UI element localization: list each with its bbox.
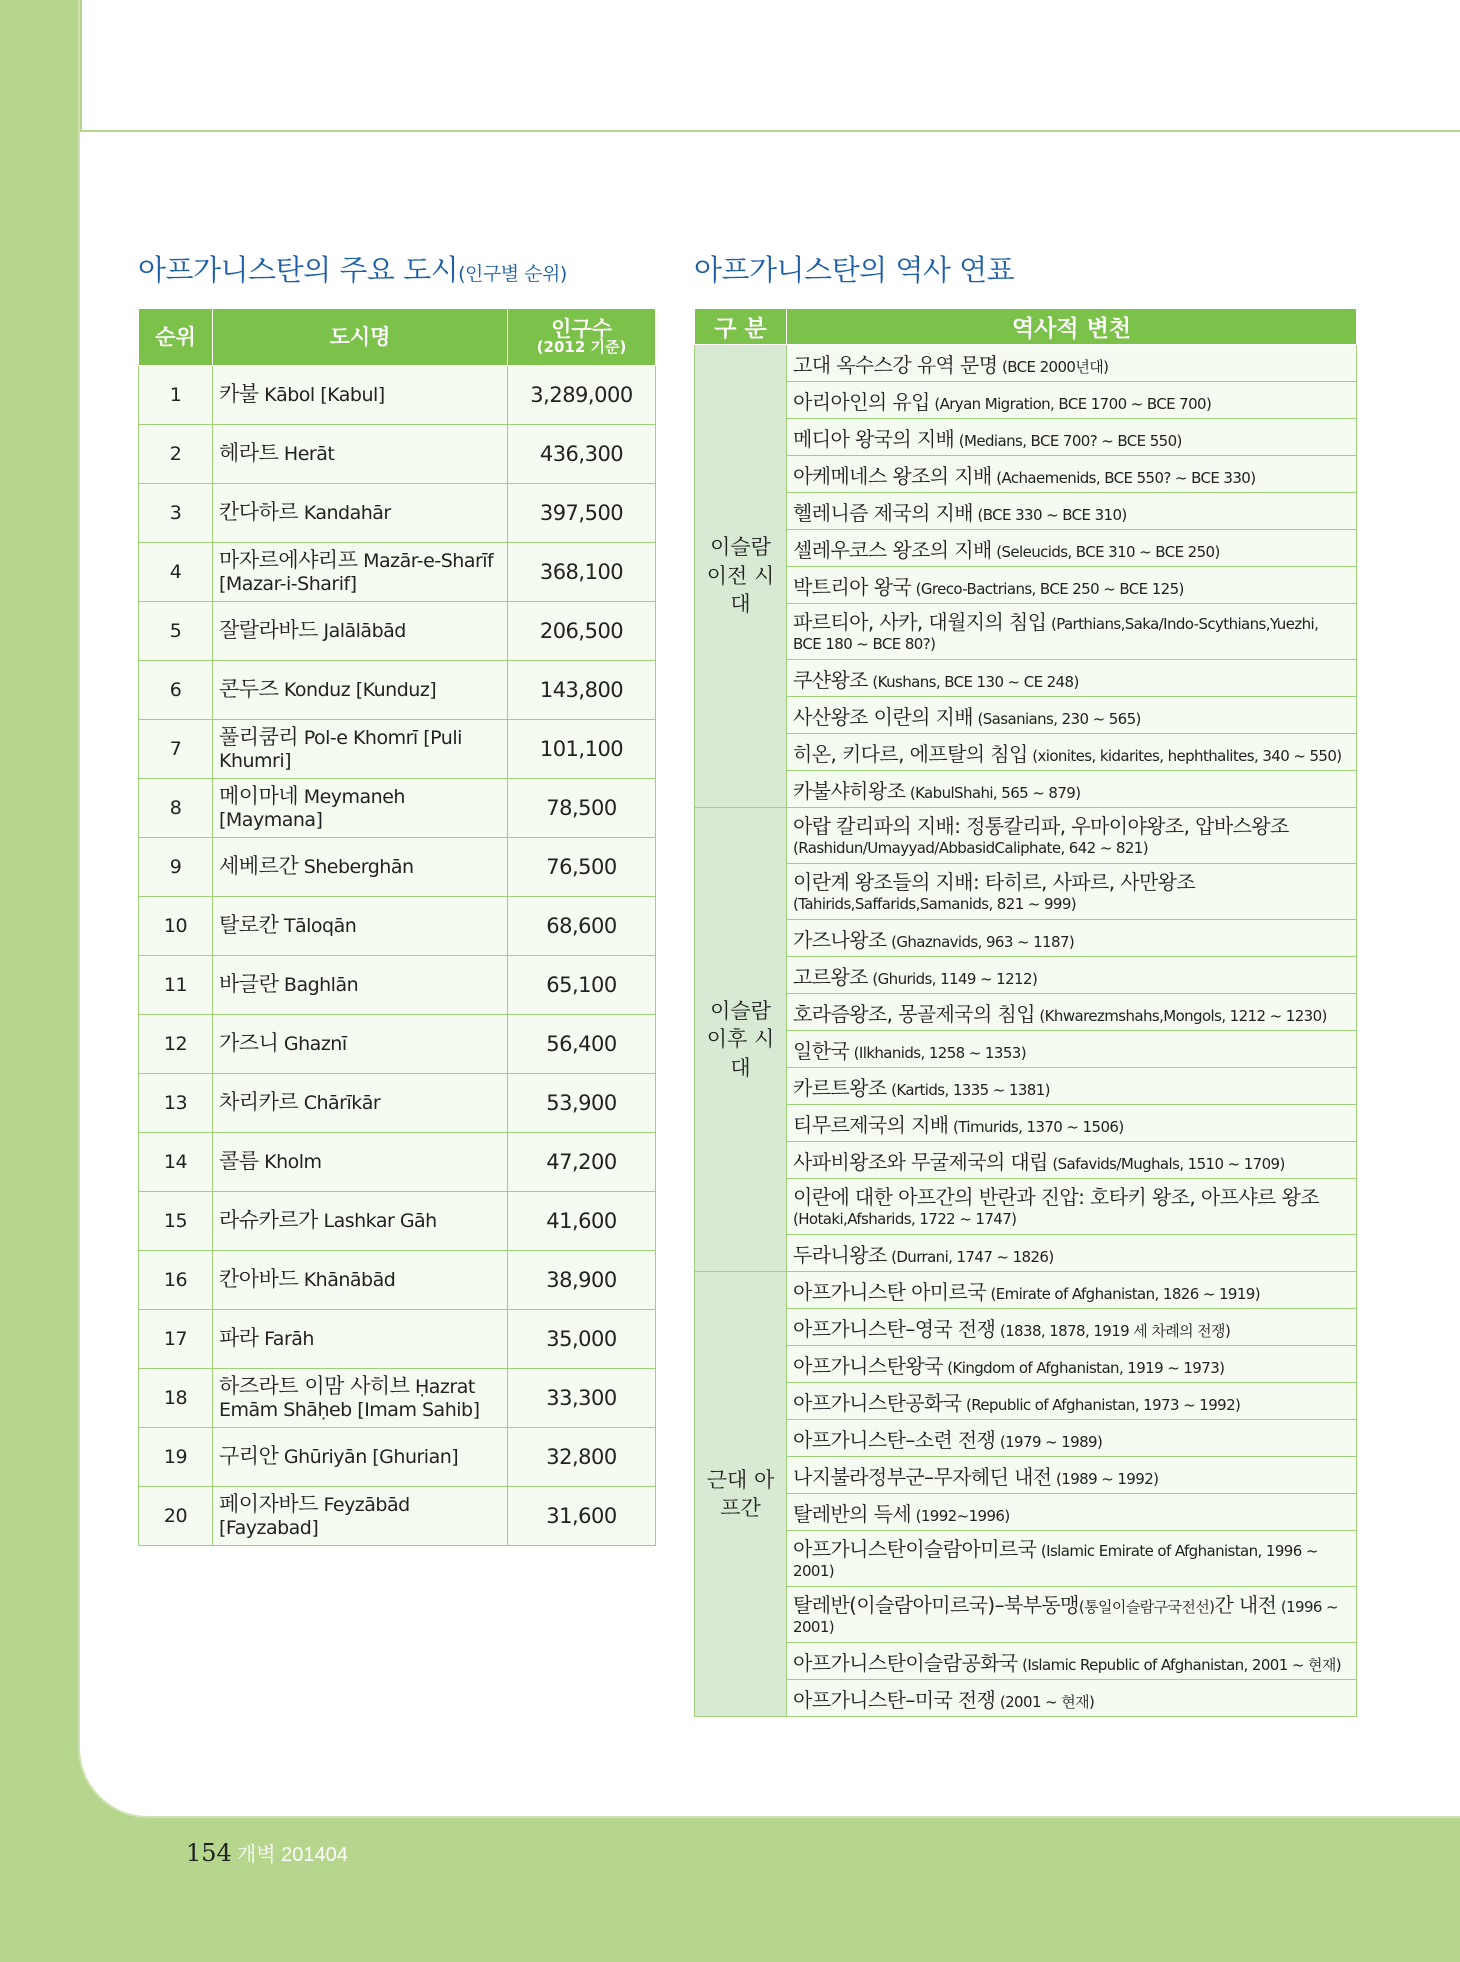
- table-row: [695, 1179, 1357, 1235]
- event-name-ko: 탈레반(이슬람아미르국)–북부동맹: [793, 1592, 1079, 1617]
- event-period-en: (Ghurids, 1149 ~ 1212): [872, 969, 1038, 988]
- event-period-en: (Greco-Bactrians, BCE 250 ~ BCE 125): [915, 579, 1184, 598]
- table-row: [139, 1251, 656, 1310]
- event-name-ko: 나지불라정부군–무자헤딘 내전: [793, 1464, 1052, 1489]
- city-population: 53,900: [508, 1074, 656, 1133]
- city-name-ko: 헤라트: [219, 441, 279, 466]
- city-name-ko: 메이마네: [219, 784, 299, 808]
- event-cell: [787, 345, 1357, 382]
- event-name-ko: 아프가니스탄–소련 전쟁: [793, 1427, 996, 1452]
- table-row: [139, 484, 656, 543]
- table-row: [139, 1428, 656, 1487]
- event-period-en: (Achaemenids, BCE 550? ~ BCE 330): [996, 468, 1256, 487]
- city-population: 32,800: [508, 1428, 656, 1487]
- event-cell: [787, 1105, 1357, 1142]
- cities-subtitle: (인구별 순위): [458, 263, 567, 285]
- city-rank: 20: [139, 1487, 213, 1546]
- history-header-row: [695, 309, 1357, 345]
- event-period-en: (Aryan Migration, BCE 1700 ~ BCE 700): [934, 394, 1212, 413]
- city-name: [213, 838, 508, 897]
- city-name-en: Khānābād: [303, 1269, 396, 1292]
- page-footer: [186, 1838, 348, 1867]
- city-population: 397,500: [508, 484, 656, 543]
- table-row: [695, 1346, 1357, 1383]
- event-period-en: (Safavids/Mughals, 1510 ~ 1709): [1052, 1154, 1285, 1173]
- table-row: [695, 808, 1357, 864]
- table-row: [695, 1531, 1357, 1587]
- city-name-en: Pol-e Khomrī [Puli Khumri]: [219, 727, 462, 773]
- event-period-en: (Seleucids, BCE 310 ~ BCE 250): [996, 542, 1220, 561]
- event-period-en: (2001 ~ 현재): [999, 1692, 1095, 1711]
- era-label: 근대 아프간: [695, 1272, 787, 1717]
- event-name-ko: 두라니왕조: [793, 1242, 887, 1267]
- city-rank: 14: [139, 1133, 213, 1192]
- city-name: [213, 661, 508, 720]
- city-name-ko: 마자르에샤리프: [219, 548, 358, 572]
- city-name-en: Jalālābād: [323, 620, 406, 643]
- table-row: [695, 1494, 1357, 1531]
- event-cell: [787, 1068, 1357, 1105]
- era-label: 이슬람 이후 시대: [695, 808, 787, 1272]
- event-period-en: (BCE 330 ~ BCE 310): [977, 505, 1127, 524]
- city-population: 143,800: [508, 661, 656, 720]
- event-name-ko: 박트리아 왕국: [793, 574, 912, 599]
- city-name-ko: 칸아바드: [219, 1267, 299, 1292]
- event-cell: [787, 604, 1357, 660]
- event-period-en: (1989 ~ 1992): [1056, 1469, 1159, 1488]
- event-period-en: (Islamic Republic of Afghanistan, 2001 ~ 현재): [1022, 1655, 1342, 1674]
- event-name-ko: 사파비왕조와 무굴제국의 대립: [793, 1149, 1048, 1174]
- table-row: [695, 1235, 1357, 1272]
- event-period-en: (Emirate of Afghanistan, 1826 ~ 1919): [990, 1284, 1260, 1303]
- cities-table: [138, 308, 656, 1546]
- city-name: [213, 1251, 508, 1310]
- cities-title: 아프가니스탄의 주요 도시: [138, 253, 459, 287]
- event-name-ko: 헬레니즘 제국의 지배: [793, 500, 973, 525]
- city-name-ko: 가즈니: [219, 1031, 279, 1056]
- city-rank: 19: [139, 1428, 213, 1487]
- event-cell: [787, 1142, 1357, 1179]
- table-row: [139, 1310, 656, 1369]
- event-cell: [787, 771, 1357, 808]
- city-name-en: Mazār-e-Sharīf [Mazar-i-Sharif]: [219, 550, 494, 596]
- table-row: [695, 994, 1357, 1031]
- table-row: [695, 1383, 1357, 1420]
- city-name-en: Tāloqān: [283, 915, 357, 938]
- event-name-ko: 티무르제국의 지배: [793, 1112, 949, 1137]
- city-name-ko: 구리안: [219, 1444, 279, 1469]
- city-name-en: Ghūriyān [Ghurian]: [283, 1446, 459, 1469]
- table-row: [139, 1133, 656, 1192]
- event-name-ko: 파르티아, 사카, 대월지의 침입: [793, 609, 1047, 634]
- city-population: 56,400: [508, 1015, 656, 1074]
- event-cell: [787, 1680, 1357, 1717]
- city-rank: 11: [139, 956, 213, 1015]
- event-name-note: (통일이슬람구국전선): [1078, 1597, 1215, 1616]
- cities-table-body: [139, 366, 656, 1546]
- event-cell: [787, 456, 1357, 493]
- city-name-en: Kholm: [264, 1151, 322, 1174]
- history-table: [694, 308, 1357, 1717]
- era-label: 이슬람 이전 시대: [695, 345, 787, 808]
- city-rank: 13: [139, 1074, 213, 1133]
- event-name-ko: 일한국: [793, 1038, 850, 1063]
- event-name-ko: 이란에 대한 아프간의 반란과 진압: 호타키 왕조, 아프샤르 왕조: [793, 1184, 1319, 1209]
- event-name-ko: 메디아 왕국의 지배: [793, 426, 955, 451]
- city-name-ko: 풀리쿰리: [219, 725, 299, 749]
- table-row: [695, 1457, 1357, 1494]
- city-name-ko: 차리카르: [219, 1090, 299, 1115]
- event-cell: [787, 734, 1357, 771]
- city-population: 436,300: [508, 425, 656, 484]
- table-row: [139, 1192, 656, 1251]
- header-events: 역사적 변천: [787, 309, 1357, 345]
- city-name-ko: 페이자바드: [219, 1492, 318, 1516]
- event-name-ko: 호라즘왕조, 몽골제국의 침입: [793, 1001, 1035, 1026]
- city-name-ko: 잘랄라바드: [219, 618, 318, 643]
- table-row: [695, 864, 1357, 920]
- event-period-en: (1992~1996): [915, 1506, 1010, 1525]
- city-name-en: Herāt: [283, 443, 335, 466]
- city-rank: 18: [139, 1369, 213, 1428]
- city-name: [213, 897, 508, 956]
- header-population: [508, 309, 656, 366]
- table-row: [695, 957, 1357, 994]
- event-cell: [787, 493, 1357, 530]
- event-cell: [787, 1643, 1357, 1680]
- event-period-en: (1996 ~ 2001): [793, 1597, 1338, 1636]
- city-name-en: Kābol [Kabul]: [264, 384, 385, 407]
- city-name-en: Feyzābād [Fayzabad]: [219, 1494, 410, 1540]
- city-rank: 5: [139, 602, 213, 661]
- event-name-ko: 사산왕조 이란의 지배: [793, 704, 973, 729]
- city-name: [213, 1310, 508, 1369]
- city-population: 206,500: [508, 602, 656, 661]
- event-period-en: (Islamic Emirate of Afghanistan, 1996 ~ 2001): [793, 1541, 1318, 1580]
- city-name: [213, 1487, 508, 1546]
- event-cell: [787, 1420, 1357, 1457]
- event-name-ko: 아프가니스탄공화국: [793, 1390, 962, 1415]
- city-population: 38,900: [508, 1251, 656, 1310]
- table-row: [695, 345, 1357, 382]
- city-population: 76,500: [508, 838, 656, 897]
- city-name-en: Lashkar Gāh: [323, 1210, 437, 1233]
- city-population: 3,289,000: [508, 366, 656, 425]
- city-name: [213, 956, 508, 1015]
- table-row: [695, 493, 1357, 530]
- event-name-ko: 아프가니스탄이슬람아미르국: [793, 1536, 1037, 1561]
- event-cell: [787, 1179, 1357, 1235]
- city-name: [213, 1192, 508, 1251]
- city-name-ko: 칸다하르: [219, 500, 299, 525]
- table-row: [695, 1142, 1357, 1179]
- city-rank: 16: [139, 1251, 213, 1310]
- city-name-en: Baghlān: [283, 974, 359, 997]
- event-name-ko-cont: 간 내전: [1214, 1592, 1277, 1617]
- table-row: [695, 920, 1357, 957]
- table-row: [695, 530, 1357, 567]
- event-cell: [787, 1272, 1357, 1309]
- city-name: [213, 1074, 508, 1133]
- event-period-en: (Kingdom of Afghanistan, 1919 ~ 1973): [947, 1358, 1225, 1377]
- event-period-en: (Ghaznavids, 963 ~ 1187): [891, 932, 1075, 951]
- city-name: [213, 1428, 508, 1487]
- city-population: 31,600: [508, 1487, 656, 1546]
- event-period-en: (KabulShahi, 565 ~ 879): [909, 783, 1081, 802]
- city-rank: 15: [139, 1192, 213, 1251]
- table-row: [139, 1487, 656, 1546]
- event-cell: [787, 567, 1357, 604]
- event-cell: [787, 920, 1357, 957]
- event-period-en: (Ilkhanids, 1258 ~ 1353): [853, 1043, 1026, 1062]
- event-period-en: (Timurids, 1370 ~ 1506): [953, 1117, 1124, 1136]
- header-panel: [80, 0, 1460, 132]
- city-name-ko: 콜름: [219, 1149, 259, 1174]
- table-row: [139, 425, 656, 484]
- city-population: 78,500: [508, 779, 656, 838]
- event-period-en: (Medians, BCE 700? ~ BCE 550): [958, 431, 1182, 450]
- city-population: 65,100: [508, 956, 656, 1015]
- table-row: [695, 604, 1357, 660]
- event-name-ko: 아프가니스탄–미국 전쟁: [793, 1687, 996, 1712]
- city-name: [213, 720, 508, 779]
- history-table-body: [695, 345, 1357, 1717]
- city-name-en: Farāh: [264, 1328, 314, 1351]
- event-period-en: (Sasanians, 230 ~ 565): [977, 709, 1141, 728]
- table-row: [139, 956, 656, 1015]
- city-rank: 2: [139, 425, 213, 484]
- table-row: [695, 567, 1357, 604]
- table-row: [139, 720, 656, 779]
- table-row: [695, 1272, 1357, 1309]
- event-cell: [787, 864, 1357, 920]
- table-row: [695, 734, 1357, 771]
- table-row: [139, 602, 656, 661]
- city-rank: 1: [139, 366, 213, 425]
- event-cell: [787, 1235, 1357, 1272]
- city-name-en: Ghaznī: [283, 1033, 347, 1056]
- event-cell: [787, 1031, 1357, 1068]
- event-period-en: (Rashidun/Umayyad/AbbasidCaliphate, 642 ~ 821): [793, 838, 1149, 857]
- city-name-en: Meymaneh [Maymana]: [219, 786, 405, 832]
- event-name-ko: 아랍 칼리파의 지배: 정통칼리파, 우마이야왕조, 압바스왕조: [793, 813, 1289, 838]
- event-period-en: (xionites, kidarites, hephthalites, 340 ~ 550): [1032, 746, 1342, 765]
- event-name-ko: 아프가니스탄이슬람공화국: [793, 1650, 1018, 1675]
- event-cell: [787, 382, 1357, 419]
- history-title: 아프가니스탄의 역사 연표: [694, 253, 1015, 287]
- page-number: 154: [186, 1839, 232, 1867]
- event-period-en: (Durrani, 1747 ~ 1826): [891, 1247, 1054, 1266]
- table-row: [139, 838, 656, 897]
- city-rank: 3: [139, 484, 213, 543]
- event-period-en: (Parthians,Saka/Indo-Scythians,Yuezhi, BCE 180 ~ BCE 80?): [793, 614, 1319, 653]
- publication-label: 개벽 201404: [236, 1844, 348, 1866]
- table-row: [695, 1643, 1357, 1680]
- table-row: [695, 771, 1357, 808]
- city-population: 101,100: [508, 720, 656, 779]
- city-name-ko: 카불: [219, 382, 259, 407]
- event-cell: [787, 1531, 1357, 1587]
- table-row: [695, 1031, 1357, 1068]
- event-cell: [787, 1494, 1357, 1531]
- city-name-en: Sheberghān: [303, 856, 414, 879]
- header-population-sub: (2012 기준): [536, 338, 627, 357]
- city-name-en: Konduz [Kunduz]: [283, 679, 437, 702]
- cities-section-title: [138, 248, 567, 289]
- table-row: [695, 1680, 1357, 1717]
- event-name-ko: 히온, 키다르, 에프탈의 침입: [793, 741, 1028, 766]
- city-name-ko: 파라: [219, 1326, 259, 1351]
- table-row: [139, 543, 656, 602]
- header-era: 구 분: [695, 309, 787, 345]
- city-name: [213, 366, 508, 425]
- city-population: 47,200: [508, 1133, 656, 1192]
- event-name-ko: 아프가니스탄 아미르국: [793, 1279, 986, 1304]
- event-name-ko: 아프가니스탄왕국: [793, 1353, 943, 1378]
- city-population: 35,000: [508, 1310, 656, 1369]
- city-rank: 6: [139, 661, 213, 720]
- event-cell: [787, 808, 1357, 864]
- event-name-ko: 셀레우코스 왕조의 지배: [793, 537, 992, 562]
- history-section-title: [694, 248, 1014, 289]
- table-row: [695, 697, 1357, 734]
- city-rank: 8: [139, 779, 213, 838]
- city-rank: 17: [139, 1310, 213, 1369]
- table-row: [695, 1309, 1357, 1346]
- event-cell: [787, 1587, 1357, 1643]
- table-row: [139, 1369, 656, 1428]
- event-name-ko: 아케메네스 왕조의 지배: [793, 463, 992, 488]
- table-row: [139, 779, 656, 838]
- city-name-ko: 하즈라트 이맘 사히브: [219, 1374, 410, 1398]
- city-name-ko: 세베르간: [219, 854, 299, 879]
- city-name-en: Chārīkār: [303, 1092, 381, 1115]
- event-name-ko: 카르트왕조: [793, 1075, 887, 1100]
- city-population: 33,300: [508, 1369, 656, 1428]
- table-row: [139, 1015, 656, 1074]
- event-period-en: (Kushans, BCE 130 ~ CE 248): [872, 672, 1079, 691]
- event-name-ko: 아리아인의 유입: [793, 389, 930, 414]
- city-name-ko: 바글란: [219, 972, 279, 997]
- table-row: [695, 456, 1357, 493]
- event-cell: [787, 1457, 1357, 1494]
- city-rank: 9: [139, 838, 213, 897]
- event-name-ko: 이란계 왕조들의 지배: 타히르, 사파르, 사만왕조: [793, 869, 1196, 894]
- event-name-ko: 가즈나왕조: [793, 927, 887, 952]
- cities-header-row: [139, 309, 656, 366]
- table-row: [139, 1074, 656, 1133]
- city-name: [213, 1133, 508, 1192]
- header-rank: 순위: [139, 309, 213, 366]
- event-cell: [787, 697, 1357, 734]
- city-population: 68,600: [508, 897, 656, 956]
- table-row: [695, 1068, 1357, 1105]
- event-name-ko: 카불샤히왕조: [793, 778, 906, 803]
- left-margin-strip: [0, 0, 78, 1962]
- city-rank: 10: [139, 897, 213, 956]
- event-period-en: (Kartids, 1335 ~ 1381): [891, 1080, 1050, 1099]
- event-period-en: (Khwarezmshahs,Mongols, 1212 ~ 1230): [1039, 1006, 1327, 1025]
- city-rank: 12: [139, 1015, 213, 1074]
- city-name: [213, 1369, 508, 1428]
- city-name: [213, 425, 508, 484]
- city-name: [213, 484, 508, 543]
- event-cell: [787, 994, 1357, 1031]
- table-row: [139, 661, 656, 720]
- table-row: [695, 1587, 1357, 1643]
- event-name-ko: 쿠샨왕조: [793, 667, 868, 692]
- event-period-en: (Hotaki,Afsharids, 1722 ~ 1747): [793, 1209, 1017, 1228]
- city-name-ko: 콘두즈: [219, 677, 279, 702]
- event-cell: [787, 660, 1357, 697]
- event-cell: [787, 957, 1357, 994]
- table-row: [695, 1105, 1357, 1142]
- event-cell: [787, 419, 1357, 456]
- event-period-en: (1838, 1878, 1919 세 차례의 전쟁): [999, 1321, 1231, 1340]
- header-population-label: 인구수: [551, 317, 612, 342]
- event-period-en: (Republic of Afghanistan, 1973 ~ 1992): [965, 1395, 1241, 1414]
- table-row: [695, 1420, 1357, 1457]
- event-cell: [787, 1346, 1357, 1383]
- city-name: [213, 602, 508, 661]
- event-name-ko: 탈레반의 득세: [793, 1501, 912, 1526]
- event-name-ko: 아프가니스탄–영국 전쟁: [793, 1316, 996, 1341]
- table-row: [695, 419, 1357, 456]
- city-name-en: Ḥazrat Emām Shāḥeb [Imam Sahib]: [219, 1376, 480, 1422]
- city-population: 41,600: [508, 1192, 656, 1251]
- city-name-ko: 라슈카르가: [219, 1208, 318, 1233]
- city-name: [213, 779, 508, 838]
- event-cell: [787, 1383, 1357, 1420]
- event-cell: [787, 530, 1357, 567]
- event-cell: [787, 1309, 1357, 1346]
- city-name: [213, 1015, 508, 1074]
- city-name-ko: 탈로칸: [219, 913, 279, 938]
- city-name: [213, 543, 508, 602]
- table-row: [139, 897, 656, 956]
- table-row: [139, 366, 656, 425]
- table-row: [695, 382, 1357, 419]
- city-rank: 4: [139, 543, 213, 602]
- event-period-en: (Tahirids,Saffarids,Samanids, 821 ~ 999): [793, 894, 1077, 913]
- city-population: 368,100: [508, 543, 656, 602]
- city-name-en: Kandahār: [303, 502, 391, 525]
- header-city-name: 도시명: [213, 309, 508, 366]
- event-name-ko: 고르왕조: [793, 964, 868, 989]
- event-period-en: (1979 ~ 1989): [999, 1432, 1103, 1451]
- table-row: [695, 660, 1357, 697]
- event-name-ko: 고대 옥수스강 유역 문명: [793, 352, 998, 377]
- event-period-en: (BCE 2000년대): [1001, 357, 1109, 376]
- city-rank: 7: [139, 720, 213, 779]
